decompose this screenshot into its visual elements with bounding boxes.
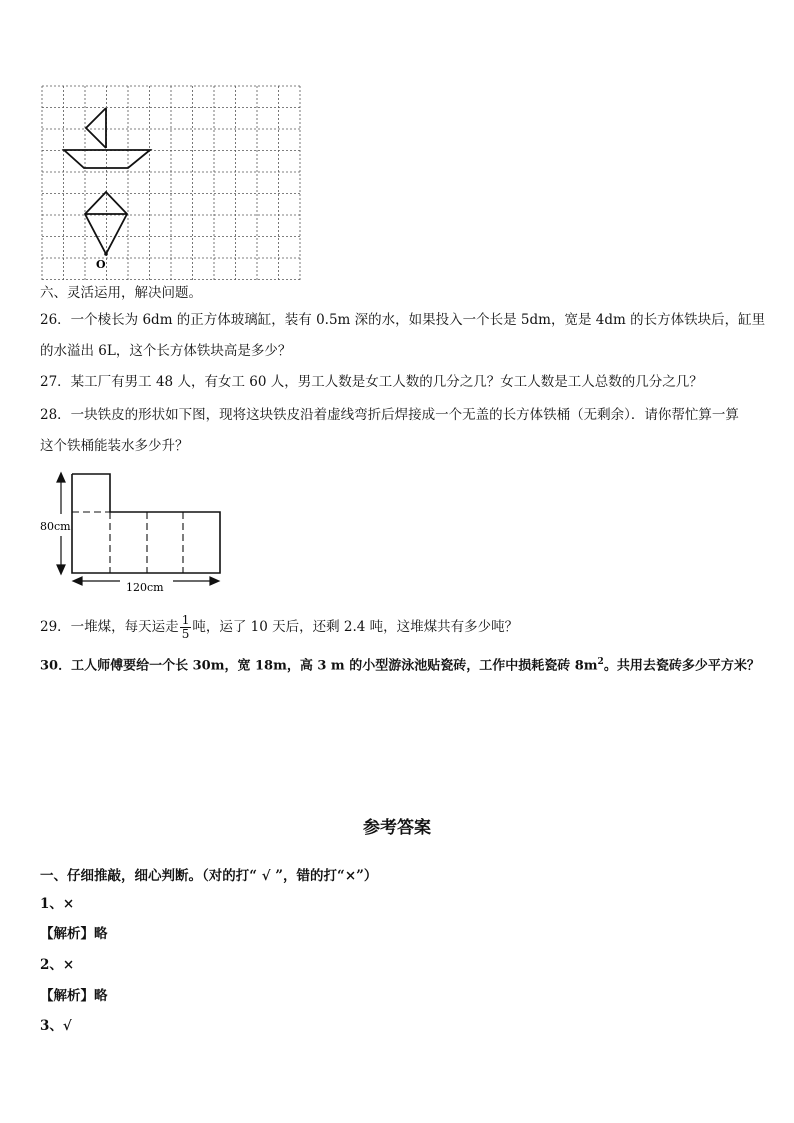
net-outline	[72, 474, 220, 573]
question-30-text-post: 。共用去瓷砖多少平方米？	[603, 658, 760, 674]
section6-heading: 六、灵活运用，解决问题。	[40, 285, 202, 301]
sailboat-shape	[64, 108, 150, 168]
answer-1-analysis: 【解析】略	[40, 926, 108, 942]
answer-3: 3、√	[40, 1018, 72, 1034]
answers-title: 参考答案	[363, 818, 431, 838]
fraction-numerator: 1	[181, 613, 190, 627]
question-26-line1: 26．一个棱长为 6dm 的正方体玻璃缸，装有 0.5m 深的水，如果投入一个长是 5dm，宽是 4dm 的长方体铁块后，缸里	[40, 312, 766, 328]
kite-shape	[85, 192, 127, 254]
grid-lines	[42, 86, 300, 282]
width-label: 120cm	[126, 581, 164, 594]
answers-section1-heading: 一、仔细推敲，细心判断。（对的打“ √ ”，错的打“×”）	[40, 868, 378, 884]
question-28-line1: 28．一块铁皮的形状如下图，现将这块铁皮沿着虚线弯折后焊接成一个无盖的长方体铁桶（无剩余）．请你帮忙算一算	[40, 407, 739, 423]
question-27: 27．某工厂有男工 48 人，有女工 60 人，男工人数是女工人数的几分之几？女工人数是工人总数的几分之几？	[40, 374, 703, 390]
origin-label: O	[96, 258, 106, 271]
question-30-text-pre: 30．工人师傅要给一个长 30m，宽 18m，高 3 m 的小型游泳池贴瓷砖，工作中损耗瓷砖 8m	[40, 658, 598, 674]
answer-2-analysis: 【解析】略	[40, 988, 108, 1004]
net-figure	[38, 468, 228, 596]
fold-lines	[72, 512, 183, 573]
answer-1: 1、×	[40, 896, 75, 912]
question-29	[40, 610, 518, 644]
origin-point	[104, 252, 108, 256]
answer-2: 2、×	[40, 957, 75, 973]
square-meter-superscript: 2	[597, 657, 604, 667]
question-30	[40, 652, 760, 676]
question-29-text-post: 吨，运了 10 天后，还剩 2.4 吨，这堆煤共有多少吨？	[192, 619, 519, 635]
question-28-line2: 这个铁桶能装水多少升？	[40, 438, 189, 454]
grid-figure	[38, 82, 304, 282]
fraction-denominator: 5	[181, 627, 190, 641]
question-26-line2: 的水溢出 6L，这个长方体铁块高是多少？	[40, 343, 292, 359]
fraction-one-fifth	[180, 614, 192, 641]
question-29-text-pre: 29．一堆煤，每天运走	[40, 619, 179, 635]
height-label: 80cm	[40, 520, 71, 533]
